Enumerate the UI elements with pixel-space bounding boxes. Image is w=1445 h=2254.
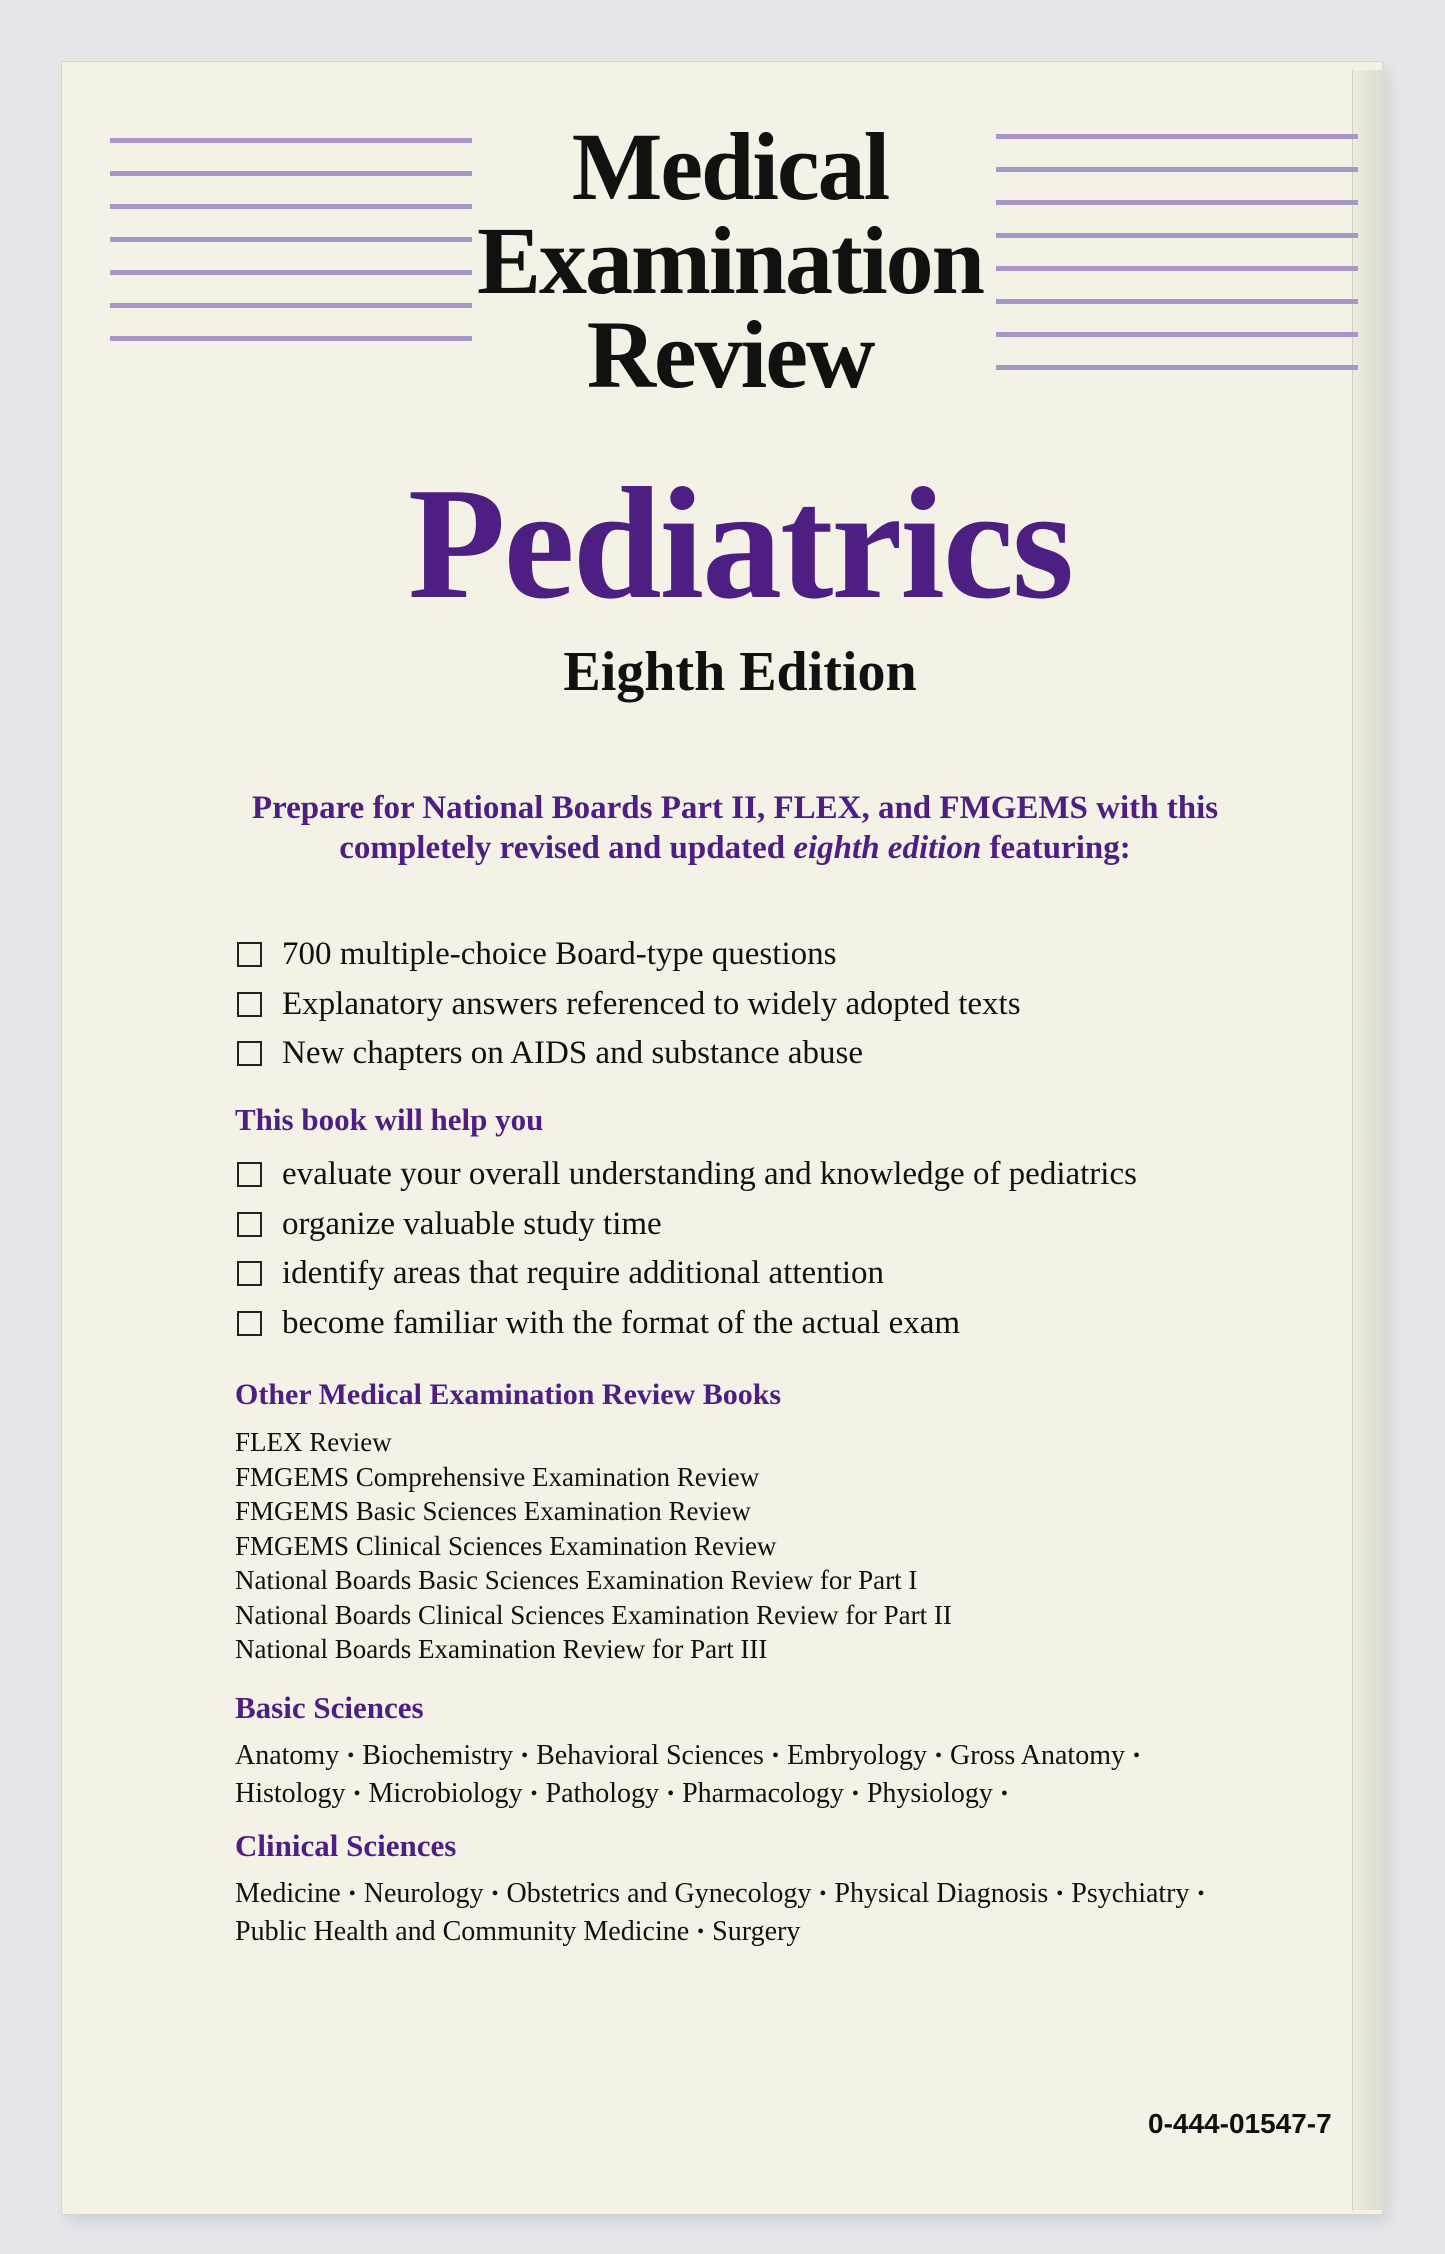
subject: Microbiology <box>368 1778 523 1809</box>
decorative-rules-left <box>110 138 472 369</box>
subject: Pharmacology <box>682 1778 844 1809</box>
checkbox-icon <box>237 942 262 967</box>
subject: Biochemistry <box>362 1740 514 1771</box>
subject: Obstetrics and Gynecology <box>506 1878 812 1909</box>
subject: Histology <box>235 1778 346 1809</box>
basic-sciences-heading: Basic Sciences <box>235 1690 424 1725</box>
bullet-separator: • <box>1000 1783 1008 1805</box>
feature-item: New chapters on AIDS and substance abuse <box>237 1029 1337 1079</box>
subject-row <box>235 1738 1335 1776</box>
bullet-separator: • <box>491 1883 499 1905</box>
bullet-separator: • <box>851 1783 859 1805</box>
bullet-separator: • <box>771 1745 779 1767</box>
help-item: organize valuable study time <box>237 1200 1337 1250</box>
basic-sciences-list <box>235 1738 1335 1814</box>
series-title <box>440 113 1020 408</box>
bullet-separator: • <box>697 1921 705 1943</box>
subject: Gross Anatomy <box>949 1740 1125 1771</box>
book-item: FMGEMS Clinical Sciences Examination Review <box>235 1530 777 1561</box>
subject: Behavioral Sciences <box>536 1740 764 1771</box>
bullet-separator: • <box>934 1745 942 1767</box>
other-books-list <box>235 1425 1135 1667</box>
subject: Psychiatry <box>1071 1878 1190 1909</box>
series-title-line: Review <box>586 301 874 408</box>
book-item: National Boards Basic Sciences Examination Review for Part I <box>235 1565 918 1595</box>
help-item: identify areas that require additional attention <box>237 1249 1337 1299</box>
checkbox-icon <box>237 1212 262 1237</box>
subject: Pathology <box>545 1778 660 1809</box>
subject: Public Health and Community Medicine <box>235 1916 690 1947</box>
help-item: become familiar with the format of the actual exam <box>237 1299 1337 1349</box>
bullet-separator: • <box>667 1783 675 1805</box>
subject-row <box>235 1914 1335 1952</box>
bullet-separator: • <box>521 1745 529 1767</box>
other-books-heading: Other Medical Examination Review Books <box>235 1378 782 1411</box>
edition-label: Eighth Edition <box>563 641 917 703</box>
book-item: FMGEMS Basic Sciences Examination Review <box>235 1496 751 1526</box>
help-item: evaluate your overall understanding and knowledge of pediatrics <box>237 1150 1337 1200</box>
book-title: Pediatrics <box>407 454 1073 632</box>
subject: Embryology <box>786 1740 927 1771</box>
subject: Physical Diagnosis <box>834 1878 1049 1909</box>
subject: Physiology <box>866 1778 993 1809</box>
intro-line-1: Prepare for National Boards Part II, FLEX, and FMGEMS with this <box>251 790 1219 826</box>
bullet-separator: • <box>1056 1883 1064 1905</box>
intro-emphasis: eighth edition <box>793 830 982 866</box>
intro-text <box>210 788 1260 868</box>
isbn-number: 0-444-01547-7 <box>1148 2108 1332 2139</box>
checkbox-icon <box>237 1261 262 1286</box>
series-title-line: Medical <box>571 113 889 220</box>
subject: Surgery <box>712 1916 801 1947</box>
checkbox-icon <box>237 1041 262 1066</box>
bullet-separator: • <box>1197 1883 1205 1905</box>
book-item: FMGEMS Comprehensive Examination Review <box>235 1461 760 1492</box>
help-heading: This book will help you <box>235 1102 544 1137</box>
clinical-sciences-heading: Clinical Sciences <box>235 1828 457 1863</box>
book-item: National Boards Examination Review for Part III <box>235 1634 768 1664</box>
bullet-separator: • <box>1132 1745 1140 1767</box>
feature-item: Explanatory answers referenced to widely adopted texts <box>237 980 1337 1030</box>
bullet-separator: • <box>347 1745 355 1767</box>
bullet-separator: • <box>819 1883 827 1905</box>
subject: Anatomy <box>235 1740 340 1771</box>
feature-list <box>237 930 1337 1079</box>
bullet-separator: • <box>348 1883 356 1905</box>
subject-row <box>235 1876 1335 1914</box>
subject-row <box>235 1776 1335 1814</box>
intro-line-2: completely revised and updated eighth edition featuring: <box>339 830 1131 866</box>
help-list <box>237 1150 1337 1348</box>
decorative-rules-right <box>996 134 1358 398</box>
book-item: National Boards Clinical Sciences Examination Review for Part II <box>235 1599 952 1630</box>
bullet-separator: • <box>353 1783 361 1805</box>
checkbox-icon <box>237 1311 262 1336</box>
checkbox-icon <box>237 1162 262 1187</box>
checkbox-icon <box>237 992 262 1017</box>
book-item: FLEX Review <box>235 1427 392 1457</box>
subject: Neurology <box>363 1878 484 1909</box>
subject: Medicine <box>235 1878 341 1909</box>
clinical-sciences-list <box>235 1876 1335 1952</box>
series-title-line: Examination <box>476 207 984 314</box>
bullet-separator: • <box>530 1783 538 1805</box>
feature-item: 700 multiple-choice Board-type questions <box>237 930 1337 980</box>
